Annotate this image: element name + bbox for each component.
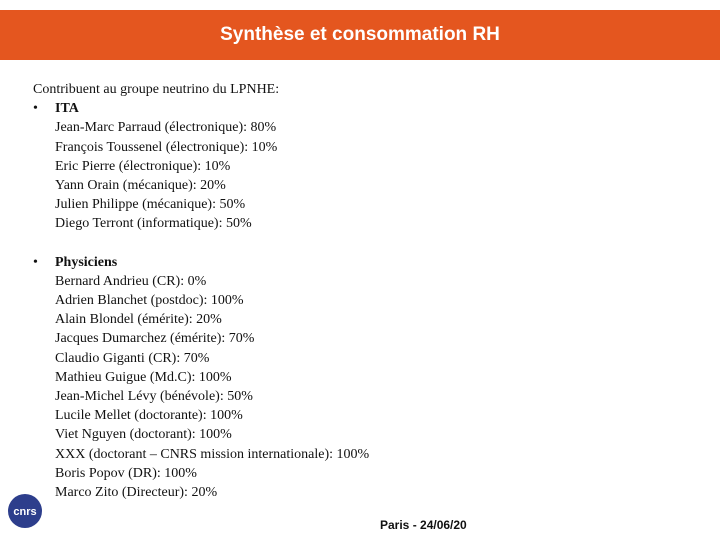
list-item: Julien Philippe (mécanique): 50% (55, 197, 246, 213)
list-item: Claudio Giganti (CR): 70% (55, 350, 210, 366)
logo-text: cnrs (13, 506, 37, 518)
list-item: Boris Popov (DR): 100% (55, 465, 197, 481)
footer-date: Paris - 24/06/20 (380, 518, 467, 532)
section-heading-row (33, 99, 693, 118)
section-heading-ita: ITA (55, 101, 79, 117)
list-item: Eric Pierre (électronique): 10% (55, 158, 231, 174)
list-item: Jean-Marc Parraud (électronique): 80% (55, 120, 277, 136)
list-item: Jacques Dumarchez (émérite): 70% (55, 331, 255, 347)
list-item: XXX (doctorant – CNRS mission internationale): 100% (55, 446, 370, 462)
section-physiciens (33, 253, 693, 503)
section-heading-physiciens: Physiciens (55, 254, 118, 270)
ita-list (33, 118, 693, 233)
list-item: Jean-Michel Lévy (bénévole): 50% (55, 389, 253, 405)
list-item: Alain Blondel (émérite): 20% (55, 312, 222, 328)
slide-content (33, 80, 693, 502)
section-ita (33, 99, 693, 233)
list-item: Viet Nguyen (doctorant): 100% (55, 427, 232, 443)
title-bar (0, 10, 720, 60)
list-item: Marco Zito (Directeur): 20% (55, 485, 218, 501)
section-heading-row (33, 253, 693, 272)
bullet-icon: • (33, 101, 38, 117)
intro-text: Contribuent au groupe neutrino du LPNHE: (33, 82, 280, 97)
list-item: Bernard Andrieu (CR): 0% (55, 273, 207, 289)
list-item: Yann Orain (mécanique): 20% (55, 178, 226, 194)
physiciens-list (33, 272, 693, 502)
bullet-icon: • (33, 254, 38, 270)
list-item: François Toussenel (électronique): 10% (55, 139, 278, 155)
slide-title: Synthèse et consommation RH (220, 24, 500, 45)
list-item: Adrien Blanchet (postdoc): 100% (55, 293, 244, 309)
list-item: Diego Terront (informatique): 50% (55, 216, 252, 232)
cnrs-logo-icon (7, 493, 43, 529)
list-item: Lucile Mellet (doctorante): 100% (55, 408, 243, 424)
list-item: Mathieu Guigue (Md.C): 100% (55, 369, 232, 385)
